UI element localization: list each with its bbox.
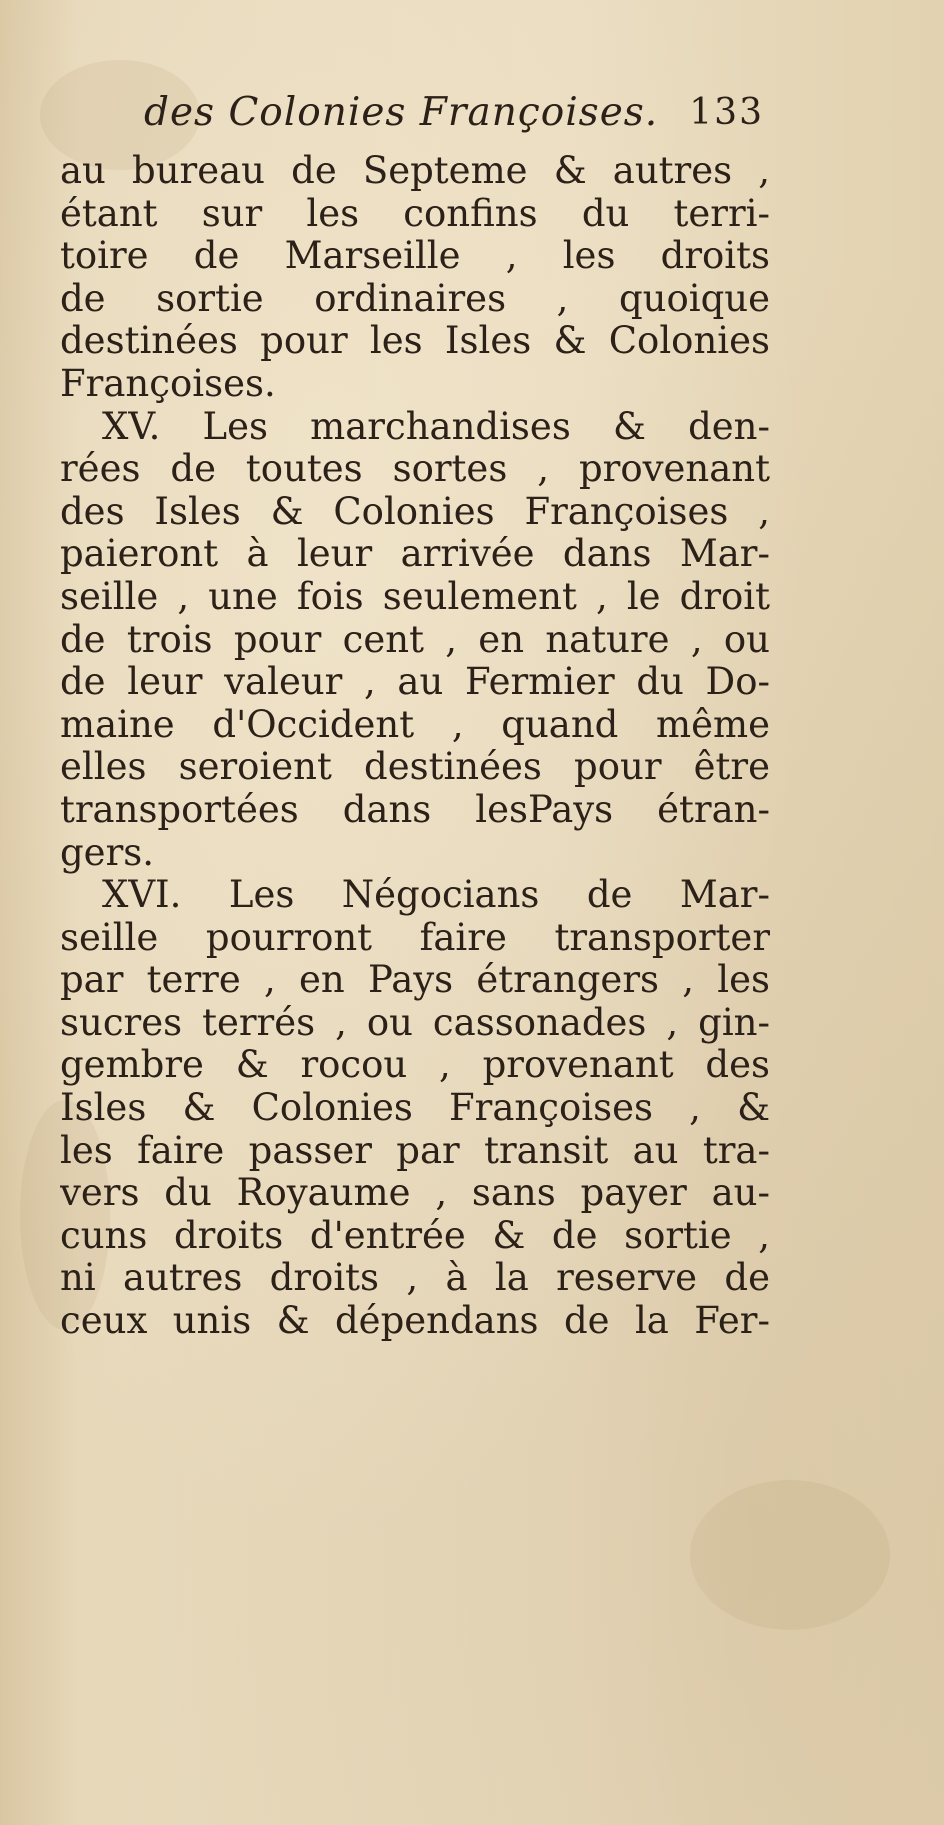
text-line: Isles & Colonies Françoises , & <box>60 1087 770 1130</box>
article-xvi-start: XVI. Les Négocians de Mar- <box>102 874 770 917</box>
paragraph-end-line: gers. <box>60 831 155 874</box>
text-line: de sortie ordinaires , quoique <box>60 277 770 320</box>
text-line: elles seroient destinées pour être <box>60 746 770 789</box>
text-line: étant sur les confins du terri- <box>60 192 770 235</box>
text-line: ceux unis & dépendans de la Fer- <box>60 1300 770 1343</box>
running-head-title: des Colonies Françoises. <box>144 90 659 135</box>
text-line: de leur valeur , au Fermier du Do- <box>60 661 770 704</box>
text-line: les faire passer par transit au tra- <box>60 1129 770 1172</box>
text-line: toire de Marseille , les droits <box>60 235 770 278</box>
text-line: vers du Royaume , sans payer au- <box>60 1172 770 1215</box>
text-line: gembre & rocou , provenant des <box>60 1044 770 1087</box>
text-line: maine d'Occident , quand même <box>60 703 770 746</box>
running-head <box>144 90 764 140</box>
text-line: cuns droits d'entrée & de sortie , <box>60 1214 770 1257</box>
page-number: 133 <box>689 92 764 133</box>
text-line: paieront à leur arrivée dans Mar- <box>60 533 770 576</box>
text-line: sucres terrés , ou cassonades , gin- <box>60 1001 770 1044</box>
text-line: par terre , en Pays étrangers , les <box>60 959 770 1002</box>
text-line: de trois pour cent , en nature , ou <box>60 618 770 661</box>
text-line: seille pourront faire transporter <box>60 916 770 959</box>
text-line: transportées dans lesPays étran- <box>60 788 770 831</box>
paragraph-end-line: Françoises. <box>60 362 276 405</box>
text-line: rées de toutes sortes , provenant <box>60 448 770 491</box>
body-text <box>60 150 770 1343</box>
article-xv-start: XV. Les marchandises & den- <box>102 405 770 448</box>
text-line: ni autres droits , à la reserve de <box>60 1257 770 1300</box>
paper-stain <box>690 1480 890 1630</box>
text-line: destinées pour les Isles & Colonies <box>60 320 770 363</box>
text-line: au bureau de Septeme & autres , <box>60 150 770 192</box>
text-line: des Isles & Colonies Françoises , <box>60 490 770 533</box>
text-line: seille , une fois seulement , le droit <box>60 575 770 618</box>
